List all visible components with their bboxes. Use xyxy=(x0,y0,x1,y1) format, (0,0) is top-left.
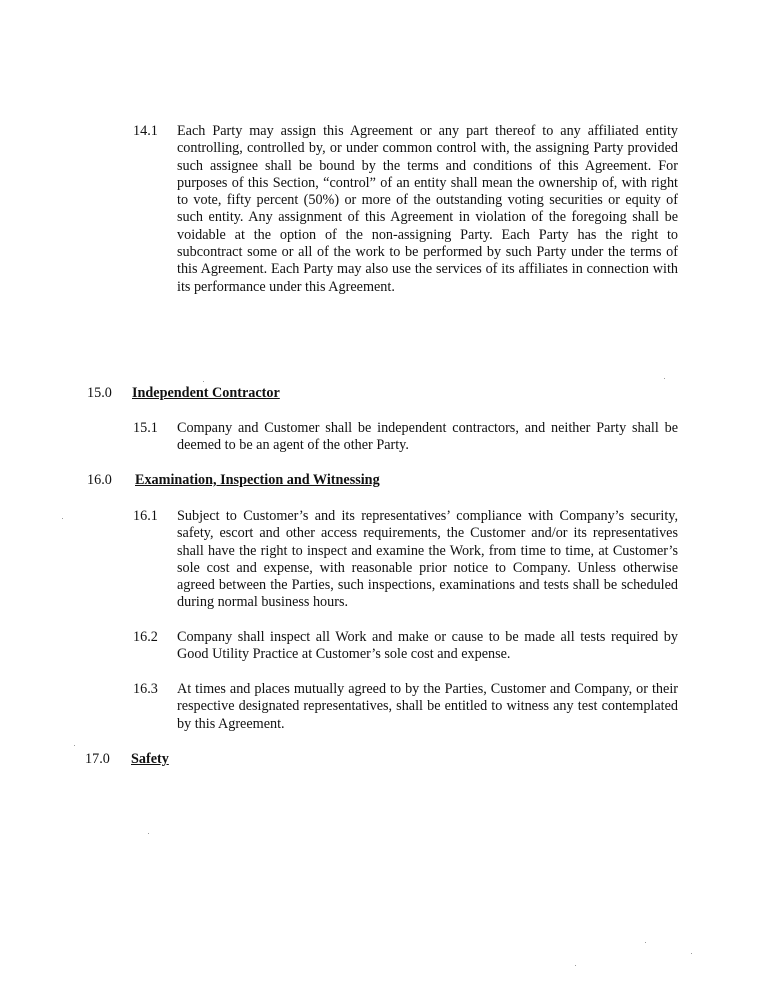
scan-speck xyxy=(645,942,646,943)
scan-speck xyxy=(664,378,665,379)
clause-number: 16.3 xyxy=(133,681,158,697)
scan-speck xyxy=(148,833,149,834)
scan-speck xyxy=(575,965,576,966)
clause-16-3 xyxy=(133,681,678,733)
scan-speck xyxy=(74,745,75,746)
clause-text: Company and Customer shall be independent contractors, and neither Party shall be deemed to be an agent of the other Party. xyxy=(177,420,678,454)
clause-number: 15.1 xyxy=(133,420,158,436)
clause-16-2 xyxy=(133,629,678,664)
clause-number: 16.2 xyxy=(133,629,158,645)
clause-text: Subject to Customer’s and its representatives’ compliance with Company’s security, safety, escort and other access requirements, the Customer and/or its representatives shall have the right to inspect and examine the Work, from time to time, at Customer’s sole cost and expense, with reasonable prior notice to Company. Unless otherwise agreed between the Parties, such inspections, examinations and tests shall be scheduled during normal business hours. xyxy=(177,508,678,611)
clause-number: 16.1 xyxy=(133,508,158,524)
scan-speck xyxy=(62,518,63,519)
clause-16-1 xyxy=(133,508,678,612)
clause-text: At times and places mutually agreed to by the Parties, Customer and Company, or their respective designated representatives, shall be entitled to witness any test contemplated by this Agreement. xyxy=(177,681,678,732)
section-title: Examination, Inspection and Witnessing xyxy=(135,472,380,488)
section-number: 16.0 xyxy=(87,472,112,488)
section-title: Independent Contractor xyxy=(132,385,280,401)
clause-14-1 xyxy=(133,123,678,296)
scan-speck xyxy=(203,381,204,382)
clause-15-1 xyxy=(133,420,678,455)
section-number: 15.0 xyxy=(87,385,112,401)
clause-text: Company shall inspect all Work and make or cause to be made all tests required by Good Utility Practice at Customer’s sole cost and expense. xyxy=(177,629,678,663)
clause-text: Each Party may assign this Agreement or any part thereof to any affiliated entity controlling, controlled by, or under common control with, the assigning Party provided such assignee shall be bound by the terms and conditions of this Agreement. For purposes of this Section, “control” of an entity shall mean the ownership of, with right to vote, fifty percent (50%) or more of the outstanding voting securities or equity of such entity. Any assignment of this Agreement in violation of the foregoing shall be voidable at the option of the non-assigning Party. Each Party has the right to subcontract some or all of the work to be performed by such Party under the terms of this Agreement. Each Party may also use the services of its affiliates in connection with its performance under this Agreement. xyxy=(177,123,678,295)
section-number: 17.0 xyxy=(85,751,110,767)
scan-speck xyxy=(691,953,692,954)
clause-number: 14.1 xyxy=(133,123,158,139)
section-title: Safety xyxy=(131,751,169,767)
